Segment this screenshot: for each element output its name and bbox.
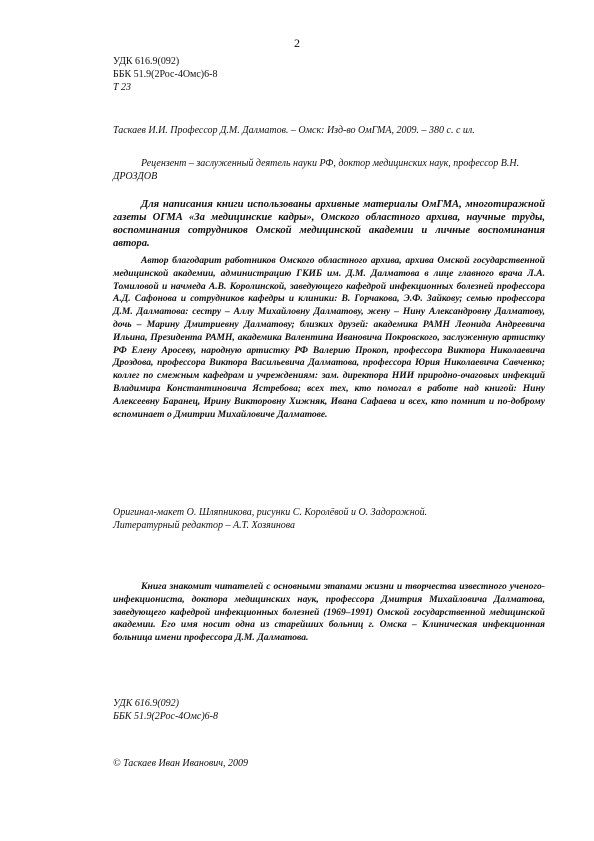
bbk-code: ББК 51.9(2Рос-4Омс)6-8: [113, 69, 218, 80]
bibliographic-reference: Таскаев И.И. Профессор Д.М. Далматов. – Омск: Изд-во ОмГМА, 2009. – 380 с. с ил.: [113, 125, 475, 136]
acknowledgements: Автор благодарит работников Омского областного архива, архива Омской государственной медицинской академии, администрацию ГКИБ им. Д.М. Далматова в лице главного врача Л.А. Томиловой и начмеда А.В. Королинской, заведующего кафедрой инфекционных болезней профессора А.Д. Сафонова и сотрудников кафедры и клиники: В. Горчакова, Э.Ф. Зайкову; семью профессора Д.М. Далматова: сестру – Аллу Михайловну Далматову, жену – Нину Александровну Далматову, дочь – Марину Дмитриевну Далматову; близких друзей: академика РАМН Леонида Андреевича Ильина, Президента РАМН, академика Валентина Ивановича Покровского, заслуженную артистку РФ Елену Аросеву, народную артистку РФ Валерию Прокоп, профессора Виктора Николаевича Дроздова, профессора Виктора Васильевича Далматова, профессора Юрия Николаевича Савченко; коллег по смежным кафедрам и учреждениям: зам. директора НИИ природно-очаговых инфекций Владимира Константиновича Ястребова; всех тех, кто помогал в работе над книгой: Нину Алексеевну Баранец, Ирину Викторовну Хижняк, Ивана Сафаева и всех, кто помнит и по-доброму вспоминает о Дмитрии Михайловиче Далматове.: [113, 255, 545, 420]
reviewer-note: Рецензент – заслуженный деятель науки РФ, доктор медицинских наук, профессор В.Н. ДРОЗДОВ: [113, 158, 520, 182]
layout-credit: Оригинал-макет О. Шляпникова, рисунки С. Королёвой и О. Задорожной.: [113, 507, 428, 518]
editor-credit: Литературный редактор – А.Т. Хозяинова: [113, 520, 296, 531]
copyright-notice: © Таскаев Иван Иванович, 2009: [113, 758, 248, 769]
author-mark: Т 23: [113, 82, 132, 93]
classification-codes-footer: [113, 697, 218, 723]
classification-codes-header: [113, 55, 217, 94]
sources-note: Для написания книги использованы архивные материалы ОмГМА, многотиражной газеты ОГМА «За медицинские кадры», Омского областного архива, научные труды, воспоминания сотрудников Омской медицинской академии и личные воспоминания автора.: [113, 199, 545, 249]
page-number: 2: [294, 36, 300, 50]
bbk-code-footer: ББК 51.9(2Рос-4Омс)6-8: [113, 711, 218, 722]
udk-code: УДК 616.9(092): [113, 56, 180, 67]
book-annotation: Книга знакомит читателей с основными этапами жизни и творчества известного ученого-инфекциониста, доктора медицинских наук, профессора Дмитрия Михайловича Далматова, заведующего кафедрой инфекционных болезней (1969–1991) Омской государственной медицинской академии. Его имя носит одна из старейших больниц г. Омска – Клиническая инфекционная больница имени профессора Д.М. Далматова.: [113, 581, 545, 644]
production-credits: [113, 506, 553, 532]
udk-code-footer: УДК 616.9(092): [113, 698, 179, 709]
